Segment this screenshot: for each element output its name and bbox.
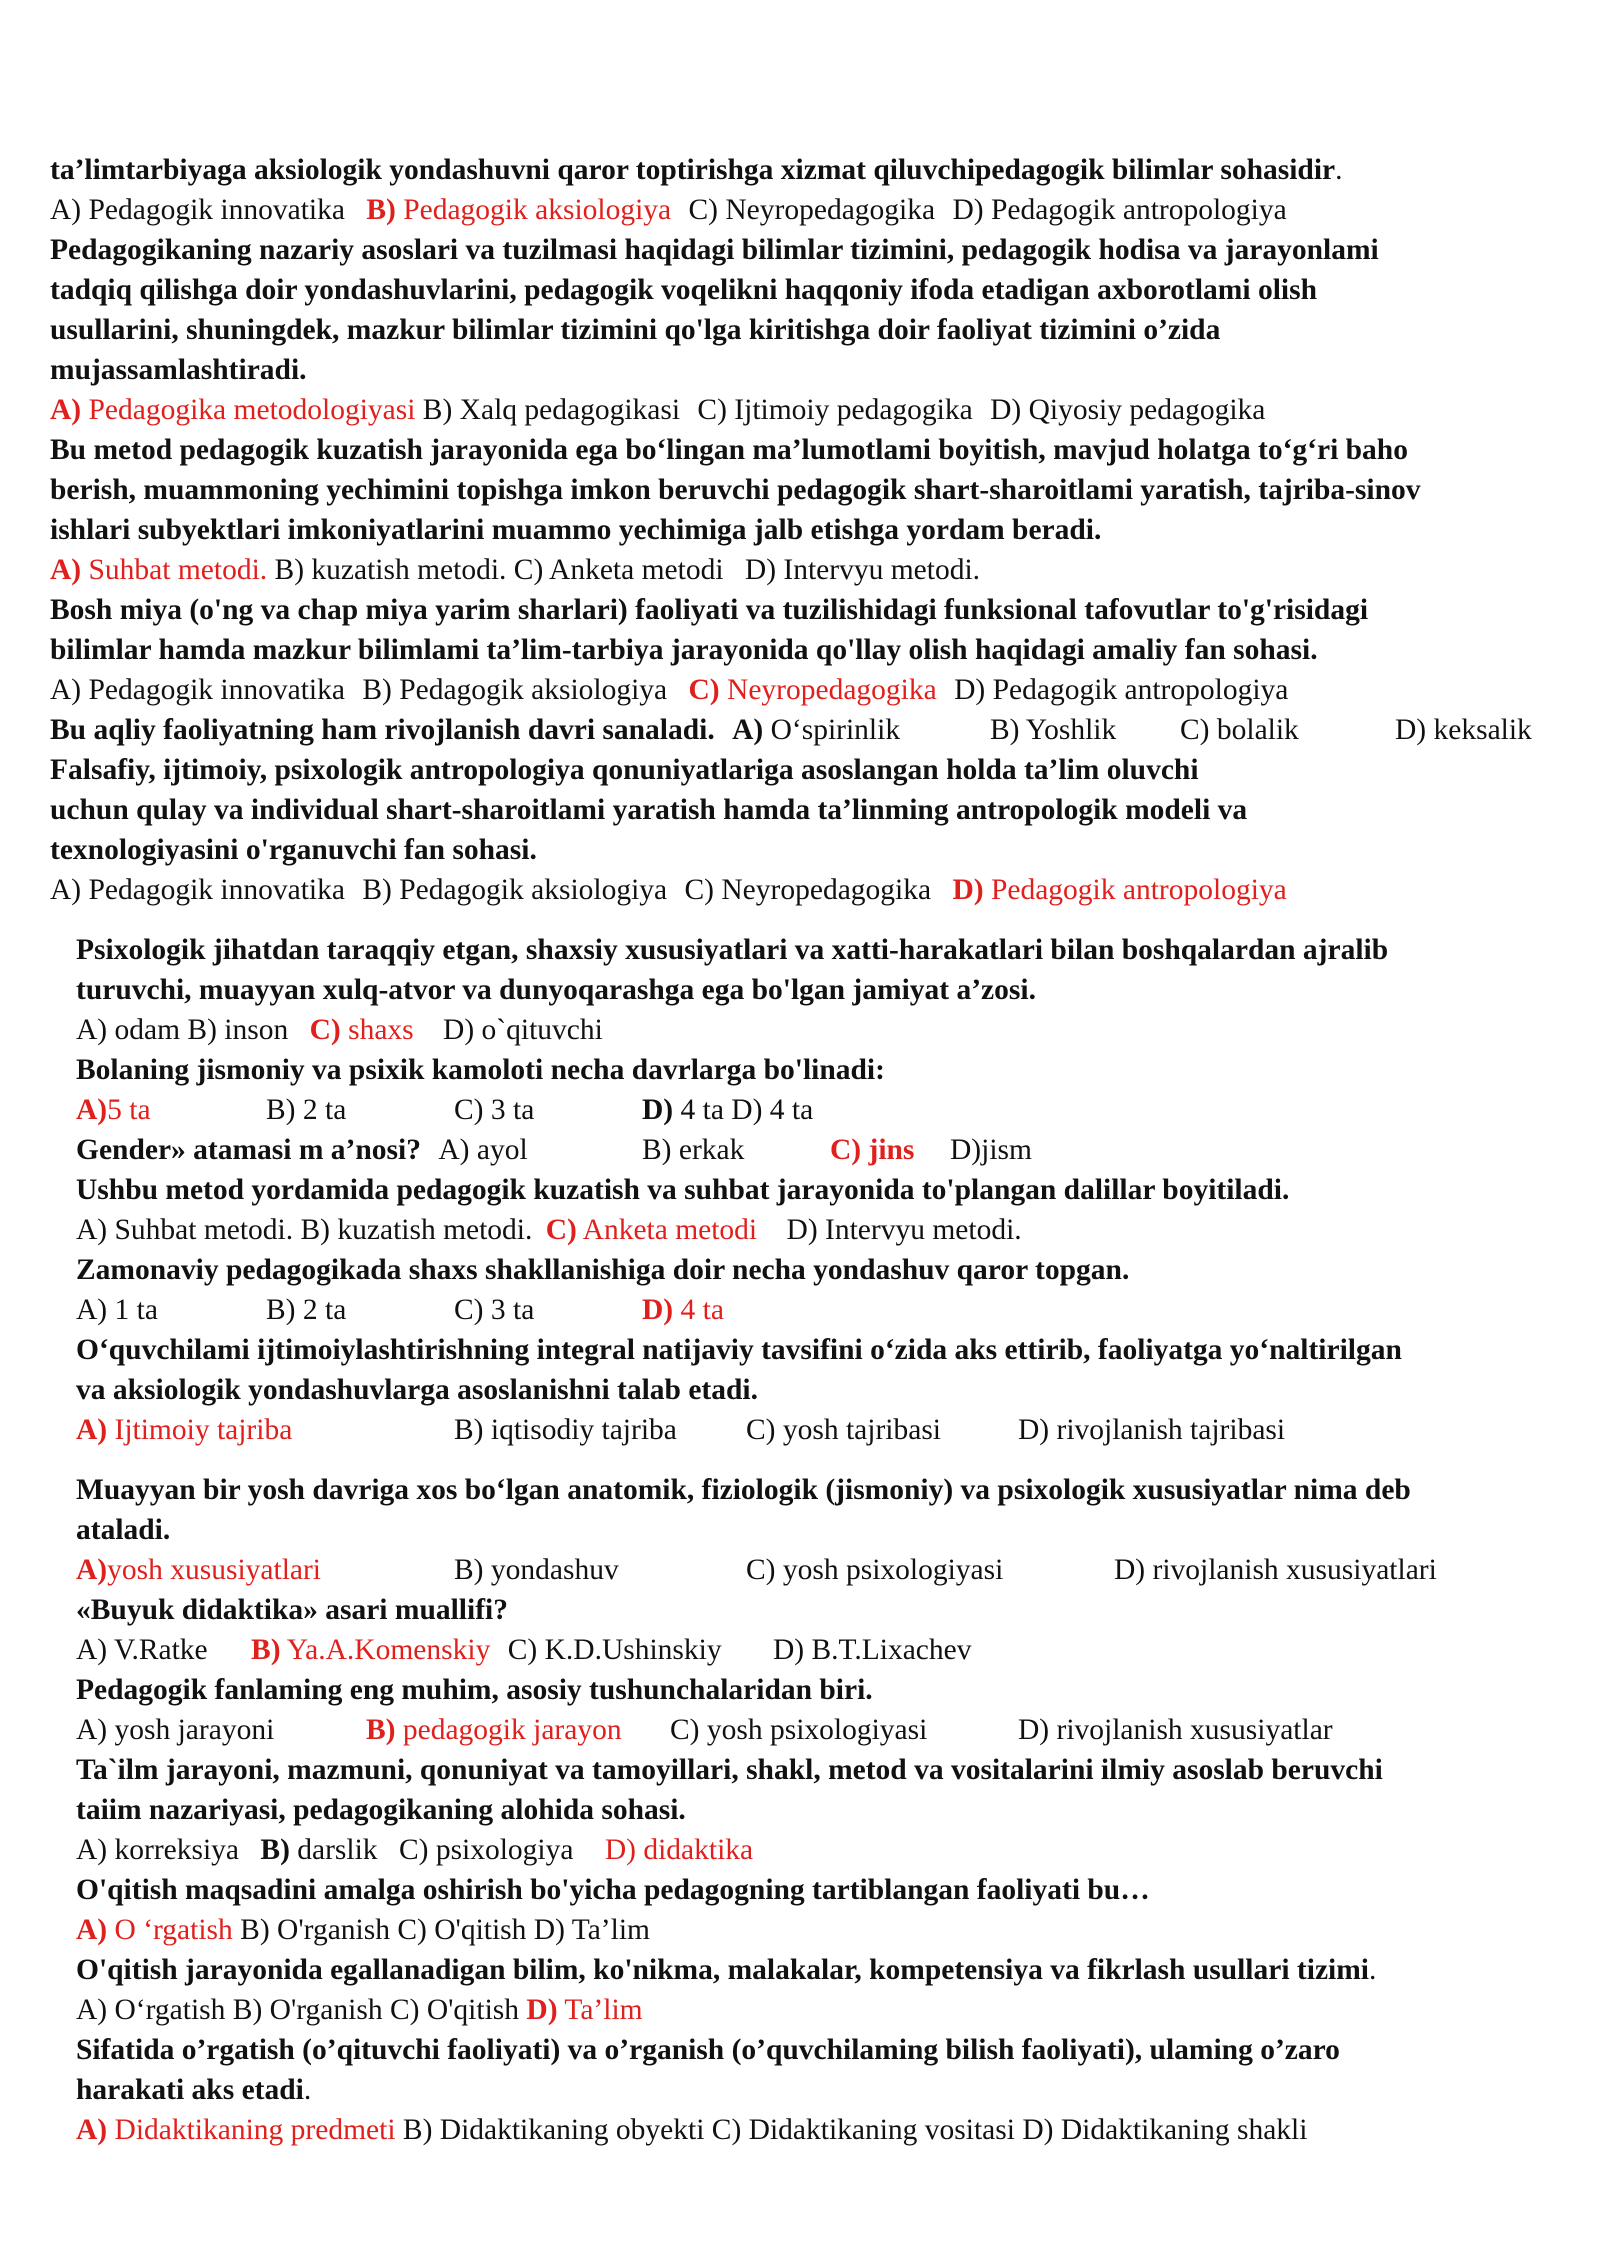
option-a-correct: A) Didaktikaning predmeti (76, 2114, 396, 2146)
q2-options (50, 390, 1265, 430)
option-c-correct: C) jins (830, 1134, 915, 1166)
option-a-correct: A) Pedagogika metodologiyasi (50, 394, 416, 426)
q7-options (76, 1010, 603, 1050)
option-d: D)jism (950, 1134, 1032, 1166)
q8-options (76, 1090, 814, 1130)
q12-options (76, 1410, 1286, 1450)
q13-options (76, 1550, 1437, 1590)
q3-question-line: berish, muammoning yechimini topishga imkon beruvchi pedagogik shart-sharoitlami yaratish, tajriba-sinov (50, 474, 1421, 506)
q18-question: O'qitish jarayonida egallanadigan bilim, ko'nikma, malakalar, kompetensiya va fikrlash usullari tizimi. (76, 1954, 1377, 1986)
q11-options (76, 1290, 724, 1330)
option-c-correct: C) Neyropedagogika (688, 674, 937, 706)
option-c-correct: C) Anketa metodi (545, 1214, 758, 1246)
option-a: A) yosh jarayoni (76, 1714, 275, 1746)
option-d-correct: D) Pedagogik antropologiya (952, 874, 1287, 906)
option-a: A) Pedagogik innovatika (50, 874, 345, 906)
q2-question-line: tadqiq qilishga doir yondashuvlarini, pedagogik voqelikni haqqoniy ifoda etadigan axborotlami olish (50, 274, 1317, 306)
option-b: B) yondashuv (454, 1554, 619, 1586)
q15-options (76, 1710, 1333, 1750)
q7-question-line: Psixologik jihatdan taraqqiy etgan, shaxsiy xususiyatlari va xatti-harakatlari bilan boshqalardan ajralib (76, 934, 1389, 966)
q4-options (50, 670, 1288, 710)
q3-question-line: ishlari subyektlari imkoniyatlarini muammo yechimiga jalb etishga yordam beradi. (50, 514, 1102, 546)
option-b: B) 2 ta (266, 1094, 347, 1126)
option-a: A) O‘spirinlik (732, 714, 901, 746)
options-rest: B) Didaktikaning obyekti C) Didaktikaning vositasi D) Didaktikaning shakli (395, 2114, 1308, 2146)
option-d: D) keksalik (1395, 714, 1532, 746)
option-b: B) erkak (642, 1134, 745, 1166)
q19-options (76, 2110, 1307, 2150)
option-b-correct: B) Ya.A.Komenskiy (251, 1634, 491, 1666)
question-text: Gender» atamasi m a’nosi? (76, 1134, 421, 1166)
q14-options (76, 1630, 972, 1670)
option-d: D) Intervyu metodi. (786, 1214, 1022, 1246)
q10-options (76, 1210, 1022, 1250)
q3-options (50, 550, 980, 590)
q2-question-line: usullarini, shuningdek, mazkur bilimlar tizimini qo'lga kiritishga doir faoliyat tizimini o’zida (50, 314, 1221, 346)
q8-question: Bolaning jismoniy va psixik kamoloti necha davrlarga bo'linadi: (76, 1054, 885, 1086)
q2-question-line: Pedagogikaning nazariy asoslari va tuzilmasi haqidagi bilimlar tizimini, pedagogik hodisa va jarayonlami (50, 234, 1379, 266)
q17-options (76, 1910, 650, 1950)
option-d-correct: D) didaktika (604, 1834, 754, 1866)
question-text: ta’limtarbiyaga aksiologik yondashuvni qaror toptirishga xizmat qiluvchipedagogik bilimlar sohasidir (50, 154, 1336, 186)
option-c: C) Ijtimoiy pedagogika (697, 394, 973, 426)
q6-question-line: texnologiyasini o'rganuvchi fan sohasi. (50, 834, 537, 866)
option-a: A) korreksiya (76, 1834, 240, 1866)
option-ab: A) Suhbat metodi. B) kuzatish metodi. (76, 1214, 533, 1246)
q7-question-line: turuvchi, muayyan xulq-atvor va dunyoqarashga ega bo'lgan jamiyat a’zosi. (76, 974, 1036, 1006)
option-c: C) Anketa metodi (506, 554, 724, 586)
option-b-correct: B) pedagogik jarayon (366, 1714, 622, 1746)
q12-question-line: va aksiologik yondashuvlarga asoslanishni talab etadi. (76, 1374, 758, 1406)
q3-question-line: Bu metod pedagogik kuzatish jarayonida ega bo‘lingan ma’lumotlami boyitish, mavjud holatga to‘g‘ri baho (50, 434, 1408, 466)
option-d: D) Pedagogik antropologiya (952, 194, 1287, 226)
q16-options (76, 1830, 753, 1870)
option-b: B) iqtisodiy tajriba (454, 1414, 677, 1446)
option-a-correct: A)yosh xususiyatlari (76, 1554, 322, 1586)
option-c: C) yosh psixologiyasi (670, 1714, 928, 1746)
option-d: D) 4 ta D) 4 ta (642, 1094, 814, 1126)
q5-line (50, 710, 1532, 750)
option-a: A) V.Ratke (76, 1634, 208, 1666)
option-a: A) Pedagogik innovatika (50, 194, 345, 226)
q6-question-line: Falsafiy, ijtimoiy, psixologik antropologiya qonuniyatlariga asoslangan holda ta’lim oluvchi (50, 754, 1199, 786)
question-text: O'qitish jarayonida egallanadigan bilim, ko'nikma, malakalar, kompetensiya va fikrlash usullari tizimi (76, 1954, 1370, 1986)
q4-question-line: bilimlar hamda mazkur bilimlami ta’lim-tarbiya jarayonida qo'llay olish haqidagi amaliy fan sohasi. (50, 634, 1318, 666)
options-abc: A) O‘rgatish B) O'rganish C) O'qitish (76, 1994, 527, 2026)
option-c-correct: C) shaxs (309, 1014, 414, 1046)
option-b: B) Yoshlik (990, 714, 1117, 746)
q15-question: Pedagogik fanlaming eng muhim, asosiy tushunchalaridan biri. (76, 1674, 873, 1706)
option-d: D) Qiyosiy pedagogika (990, 394, 1266, 426)
q1-options (50, 190, 1287, 230)
option-d-correct: D) 4 ta (642, 1294, 724, 1326)
q19-question-line-2: harakati aks etadi. (76, 2074, 312, 2106)
q16-question-line: Ta`ilm jarayoni, mazmuni, qonuniyat va tamoyillari, shakl, metod va vositalarini ilmiy asoslab beruvchi (76, 1754, 1383, 1786)
q4-question-line: Bosh miya (o'ng va chap miya yarim sharlari) faoliyati va tuzilishidagi funksional tafovutlar to'g'risidagi (50, 594, 1369, 626)
option-c: C) Neyropedagogika (684, 874, 932, 906)
option-b: B) Pedagogik aksiologiya (362, 874, 668, 906)
q14-question: «Buyuk didaktika» asari muallifi? (76, 1594, 508, 1626)
option-d: D) rivojlanish tajribasi (1018, 1414, 1286, 1446)
option-a: A) 1 ta (76, 1294, 158, 1326)
option-c: C) yosh psixologiyasi (746, 1554, 1004, 1586)
q6-question-line: uchun qulay va individual shart-sharoitlami yaratish hamda ta’linming antropologik modeli va (50, 794, 1248, 826)
option-d: D) Pedagogik antropologiya (954, 674, 1289, 706)
option-d: D) o`qituvchi (443, 1014, 603, 1046)
q1-question-end: ta’limtarbiyaga aksiologik yondashuvni qaror toptirishga xizmat qiluvchipedagogik bilimlar sohasidir. (50, 154, 1343, 186)
option-a-correct: A) O ‘rgatish (76, 1914, 233, 1946)
option-c: C) 3 ta (454, 1094, 535, 1126)
option-d: D) B.T.Lixachev (772, 1634, 972, 1666)
option-c: C) psixologiya (398, 1834, 574, 1866)
q19-question-line: Sifatida o’rgatish (o’qituvchi faoliyati) va o’rganish (o’quvchilaming bilish faoliyati), ulaming o’zaro (76, 2034, 1340, 2066)
option-c: C) Neyropedagogika (688, 194, 936, 226)
option-b: B) darslik (260, 1834, 378, 1866)
option-a-correct: A)5 ta (76, 1094, 151, 1126)
q16-question-line: taiim nazariyasi, pedagogikaning alohida sohasi. (76, 1794, 686, 1826)
q17-question: O'qitish maqsadini amalga oshirish bo'yicha pedagogning tartiblangan faoliyati bu… (76, 1874, 1150, 1906)
option-a: A) Pedagogik innovatika (50, 674, 345, 706)
option-d-correct: D) Ta’lim (526, 1994, 643, 2026)
option-c: C) bolalik (1180, 714, 1299, 746)
option-d: D) Intervyu metodi. (744, 554, 981, 586)
q12-question-line: O‘quvchilami ijtimoiylashtirishning integral natijaviy tavsifini o‘zida aks ettirib, faoliyatga yo‘naltirilgan (76, 1334, 1402, 1366)
option-a-correct: A) Suhbat metodi. (50, 554, 268, 586)
q6-options (50, 870, 1287, 910)
q13-question-line: Muayyan bir yosh davriga xos bo‘lgan anatomik, fiziologik (jismoniy) va psixologik xususiyatlar nima deb (76, 1474, 1411, 1506)
option-ab: A) odam B) inson (76, 1014, 289, 1046)
option-d: D) rivojlanish xususiyatlari (1114, 1554, 1437, 1586)
q2-question-line: mujassamlashtiradi. (50, 354, 307, 386)
q13-question-line: ataladi. (76, 1514, 171, 1546)
q9-line (76, 1130, 1032, 1170)
option-c: C) yosh tajribasi (746, 1414, 942, 1446)
option-a: A) ayol (438, 1134, 528, 1166)
q18-options (76, 1990, 643, 2030)
option-b-correct: B) Pedagogik aksiologiya (366, 194, 672, 226)
option-b: B) kuzatish metodi. (267, 554, 507, 586)
option-c: C) 3 ta (454, 1294, 535, 1326)
question-text: Bu aqliy faoliyatning ham rivojlanish davri sanaladi. (50, 714, 715, 746)
q10-question: Ushbu metod yordamida pedagogik kuzatish va suhbat jarayonida to'plangan dalillar boyitiladi. (76, 1174, 1290, 1206)
options-rest: B) O'rganish C) O'qitish D) Ta’lim (232, 1914, 650, 1946)
option-b: B) Xalq pedagogikasi (415, 394, 681, 426)
q11-question: Zamonaviy pedagogikada shaxs shakllanishiga doir necha yondashuv qaror topgan. (76, 1254, 1130, 1286)
option-a-correct: A) Ijtimoiy tajriba (76, 1414, 293, 1446)
option-b: B) 2 ta (266, 1294, 347, 1326)
option-c: C) K.D.Ushinskiy (507, 1634, 722, 1666)
option-d: D) rivojlanish xususiyatlar (1018, 1714, 1333, 1746)
option-b: B) Pedagogik aksiologiya (362, 674, 668, 706)
